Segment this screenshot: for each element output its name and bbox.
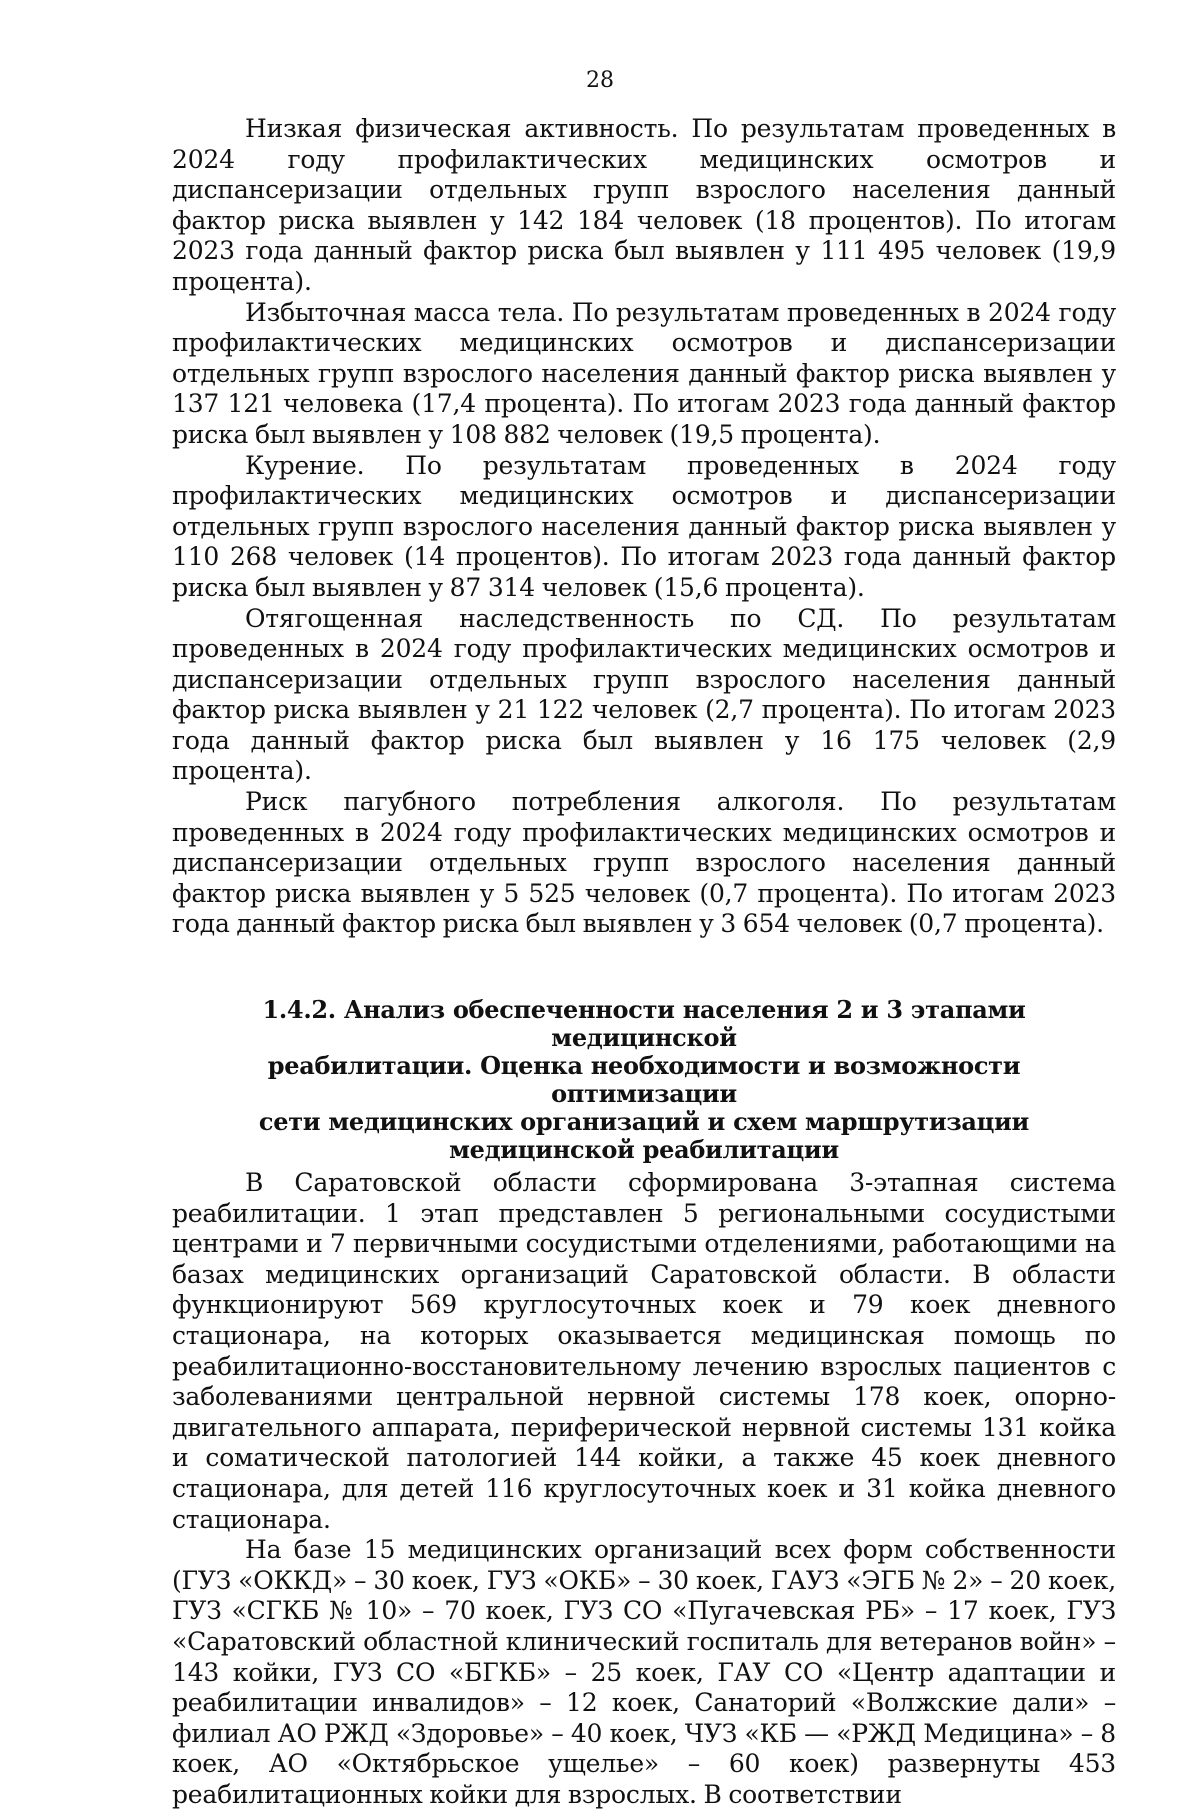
section-heading-line: реабилитации. Оценка необходимости и возможности оптимизации (267, 1051, 1021, 1109)
section-heading (202, 996, 1086, 1164)
page-content (172, 114, 1116, 1811)
paragraph-rehab-system: В Саратовской области сформирована 3-этапная система реабилитации. 1 этап представлен 5 региональными сосудистыми центрами и 7 первичными сосудистыми отделениями, работающими на базах медицинских организаций Саратовской области. В области функционируют 569 круглосуточных коек и 79 коек дневного стационара, на которых оказывается медицинская помощь по реабилитационно-восстановительному лечению взрослых пациентов с заболеваниями центральной нервной системы 178 коек, опорно-двигательного аппарата, периферической нервной системы 131 койка и соматической патологией 144 койки, а также 45 коек дневного стационара, для детей 116 круглосуточных коек и 31 койка дневного стационара. (172, 1168, 1116, 1534)
paragraph-physical-activity: Низкая физическая активность. По результатам проведенных в 2024 году профилактических медицинских осмотров и диспансеризации отдельных групп взрослого населения данный фактор риска выявлен у 142 184 человек (18 процентов). По итогам 2023 года данный фактор риска был выявлен у 111 495 человек (19,9 процента). (172, 114, 1116, 296)
section-heading-line: медицинской реабилитации (449, 1135, 839, 1165)
paragraph-smoking: Курение. По результатам проведенных в 2024 году профилактических медицинских осмотров и диспансеризации отдельных групп взрослого населения данный фактор риска выявлен у 110 268 человек (14 процентов). По итогам 2023 года данный фактор риска был выявлен у 87 314 человек (15,6 процента). (172, 450, 1116, 602)
section-heading-line: сети медицинских организаций и схем маршрутизации (258, 1107, 1030, 1137)
paragraph-diabetes-heredity: Отягощенная наследственность по СД. По результатам проведенных в 2024 году профилактических медицинских осмотров и диспансеризации отдельных групп взрослого населения данный фактор риска выявлен у 21 122 человек (2,7 процента). По итогам 2023 года данный фактор риска был выявлен у 16 175 человек (2,9 процента). (172, 603, 1116, 786)
page-number: 28 (586, 68, 614, 93)
section-heading-line: 1.4.2. Анализ обеспеченности населения 2 и 3 этапами медицинской (262, 995, 1026, 1053)
paragraph-rehab-organizations: На базе 15 медицинских организаций всех форм собственности (ГУЗ «ОККД» – 30 коек, ГУЗ «ОКБ» – 30 коек, ГАУЗ «ЭГБ № 2» – 20 коек, ГУЗ «СГКБ № 10» – 70 коек, ГУЗ СО «Пугачевская РБ» – 17 коек, ГУЗ «Саратовский областной клинический госпиталь для ветеранов войн» – 143 койки, ГУЗ СО «БГКБ» – 25 коек, ГАУ СО «Центр адаптации и реабилитации инвалидов» – 12 коек, Санаторий «Волжские дали» – филиал АО РЖД «Здоровье» – 40 коек, ЧУЗ «КБ — «РЖД Медицина» – 8 коек, АО «Октябрьское ущелье» – 60 коек) развернуты 453 реабилитационных койки для взрослых. В соответствии (172, 1535, 1116, 1809)
paragraph-excess-weight: Избыточная масса тела. По результатам проведенных в 2024 году профилактических медицинских осмотров и диспансеризации отдельных групп взрослого населения данный фактор риска выявлен у 137 121 человека (17,4 процента). По итогам 2023 года данный фактор риска был выявлен у 108 882 человек (19,5 процента). (172, 297, 1116, 449)
paragraph-alcohol-risk: Риск пагубного потребления алкоголя. По результатам проведенных в 2024 году профилактических медицинских осмотров и диспансеризации отдельных групп взрослого населения данный фактор риска выявлен у 5 525 человек (0,7 процента). По итогам 2023 года данный фактор риска был выявлен у 3 654 человек (0,7 процента). (172, 787, 1116, 939)
